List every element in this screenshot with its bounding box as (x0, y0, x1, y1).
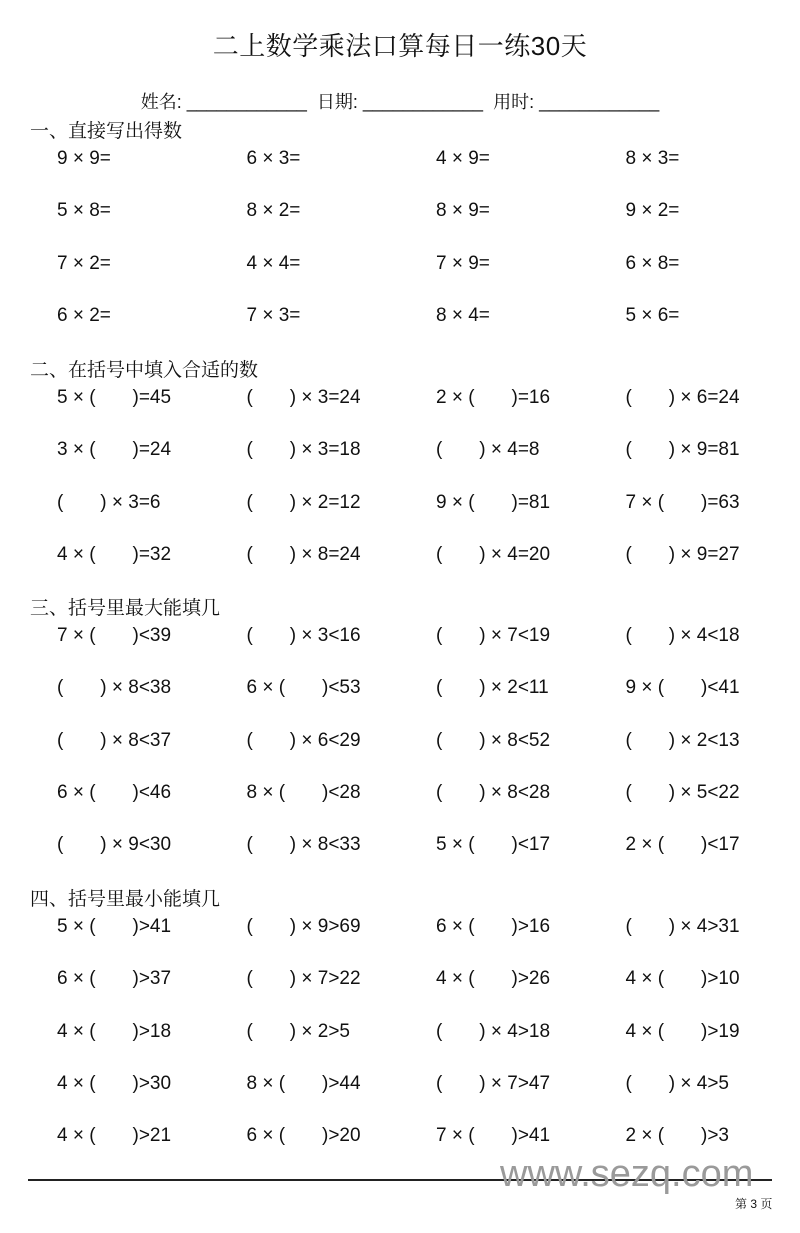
math-problem: 4 × 4= (246, 252, 301, 274)
math-problem: ( ) × 4>5 (625, 1072, 729, 1094)
section-heading: 二、在括号中填入合适的数 (30, 360, 259, 381)
math-problem: 6 × 2= (57, 304, 111, 326)
math-problem: 5 × ( )=45 (57, 387, 172, 408)
math-problem: 5 × 6= (625, 304, 680, 326)
section-heading: 四、括号里最小能填几 (30, 889, 221, 910)
math-problem: 5 × 8= (57, 200, 111, 222)
math-problem: 6 × ( )<46 (57, 781, 172, 803)
math-problem: ( ) × 4>18 (436, 1020, 551, 1042)
math-problem: ( ) × 8=24 (246, 543, 361, 565)
math-problem: ( ) × 8<52 (436, 729, 551, 751)
math-problem: ( ) × 3=6 (57, 491, 161, 513)
math-problem: ( ) × 6=24 (625, 387, 740, 408)
math-problem: ( ) × 2<13 (625, 729, 740, 751)
math-problem: 6 × 8= (625, 252, 680, 274)
math-problem: ( ) × 3=18 (246, 439, 361, 461)
math-problem: 7 × ( )>41 (436, 1125, 551, 1147)
problem-row (30, 385, 790, 437)
section-heading: 三、括号里最大能填几 (30, 598, 221, 619)
math-problem: 4 × ( )>19 (625, 1020, 740, 1042)
math-problem: 4 × 9= (436, 148, 490, 169)
math-problem: ( ) × 4=8 (436, 439, 540, 461)
math-problem: 5 × ( )>41 (57, 916, 172, 937)
math-problem: 8 × 9= (436, 200, 490, 222)
math-problem: ( ) × 7>22 (246, 968, 361, 990)
math-problem: 8 × 3= (625, 148, 680, 169)
problem-row (30, 303, 790, 355)
math-problem: ( ) × 4<18 (625, 625, 740, 646)
name-field: 姓名: ____________ (140, 92, 307, 112)
time-field: 用时: ____________ (493, 92, 660, 112)
math-problem: ( ) × 8<28 (436, 781, 551, 803)
math-problem: ( ) × 8<33 (246, 834, 361, 856)
math-problem: 2 × ( )>3 (625, 1125, 729, 1147)
math-problem: 9 × ( )=81 (436, 491, 551, 513)
math-problem: 8 × ( )>44 (246, 1072, 361, 1094)
problem-row (30, 675, 790, 727)
math-problem: 4 × ( )>26 (436, 968, 551, 990)
math-problem: 8 × 4= (436, 304, 490, 326)
problem-row (30, 623, 790, 675)
math-problem: ( ) × 4>31 (625, 916, 740, 937)
math-problem: 6 × 3= (246, 148, 301, 169)
math-problem: ( ) × 2<11 (436, 677, 549, 699)
problem-row (30, 1071, 790, 1123)
math-problem: ( ) × 8<37 (57, 729, 172, 751)
problem-row (30, 780, 790, 832)
math-problem: 6 × ( )<53 (246, 677, 361, 699)
math-problem: 4 × ( )>18 (57, 1020, 172, 1042)
math-problem: ( ) × 7<19 (436, 625, 551, 646)
section-4 (30, 886, 790, 1175)
math-problem: 5 × ( )<17 (436, 834, 551, 856)
watermark: www.sezq.com (500, 1153, 754, 1195)
math-problem: 4 × ( )=32 (57, 543, 172, 565)
math-problem: ( ) × 8<38 (57, 677, 172, 699)
problem-row (30, 1019, 790, 1071)
section-1 (30, 118, 790, 355)
math-problem: 9 × 2= (625, 200, 680, 222)
problem-row (30, 728, 790, 780)
problem-row (30, 966, 790, 1018)
problem-row (30, 146, 790, 198)
page-title: 二上数学乘法口算每日一练30天 (212, 31, 588, 61)
math-problem: 4 × ( )>21 (57, 1125, 172, 1147)
problem-row (30, 542, 790, 594)
math-problem: 2 × ( )<17 (625, 834, 740, 856)
math-problem: 6 × ( )>20 (246, 1125, 361, 1147)
math-problem: ( ) × 5<22 (625, 781, 740, 803)
student-info-line (0, 88, 800, 114)
math-problem: 4 × ( )>10 (625, 968, 740, 990)
date-field: 日期: ____________ (316, 92, 484, 112)
math-problem: 6 × ( )>16 (436, 916, 551, 937)
math-problem: 9 × 9= (57, 148, 111, 169)
math-problem: ( ) × 3=24 (246, 387, 361, 408)
section-2 (30, 357, 790, 594)
math-problem: ( ) × 4=20 (436, 543, 551, 565)
section-heading: 一、直接写出得数 (30, 121, 183, 142)
problem-row (30, 832, 790, 884)
math-problem: 4 × ( )>30 (57, 1072, 172, 1094)
math-problem: ( ) × 9<30 (57, 834, 172, 856)
math-problem: ( ) × 7>47 (436, 1072, 551, 1094)
math-problem: ( ) × 6<29 (246, 729, 361, 751)
math-problem: 2 × ( )=16 (436, 387, 551, 408)
math-problem: 6 × ( )>37 (57, 968, 172, 990)
problem-row (30, 251, 790, 303)
page-number: 第 3 页 (735, 1197, 773, 1211)
math-problem: 7 × 9= (436, 252, 490, 274)
math-problem: ( ) × 2>5 (246, 1020, 350, 1042)
math-problem: ( ) × 3<16 (246, 625, 361, 646)
math-problem: 7 × ( )=63 (625, 491, 740, 513)
problem-row (30, 914, 790, 966)
math-problem: 3 × ( )=24 (57, 439, 172, 461)
math-problem: 8 × 2= (246, 200, 301, 222)
math-problem: 7 × ( )<39 (57, 625, 172, 646)
math-problem: ( ) × 9=27 (625, 543, 740, 565)
math-problem: 8 × ( )<28 (246, 781, 361, 803)
math-problem: 7 × 2= (57, 252, 111, 274)
problem-row (30, 198, 790, 250)
problem-row (30, 490, 790, 542)
math-problem: 7 × 3= (246, 304, 301, 326)
problem-row (30, 437, 790, 489)
math-problem: ( ) × 9=81 (625, 439, 740, 461)
math-problem: 9 × ( )<41 (625, 677, 740, 699)
math-problem: ( ) × 2=12 (246, 491, 361, 513)
section-3 (30, 595, 790, 884)
math-problem: ( ) × 9>69 (246, 916, 361, 937)
